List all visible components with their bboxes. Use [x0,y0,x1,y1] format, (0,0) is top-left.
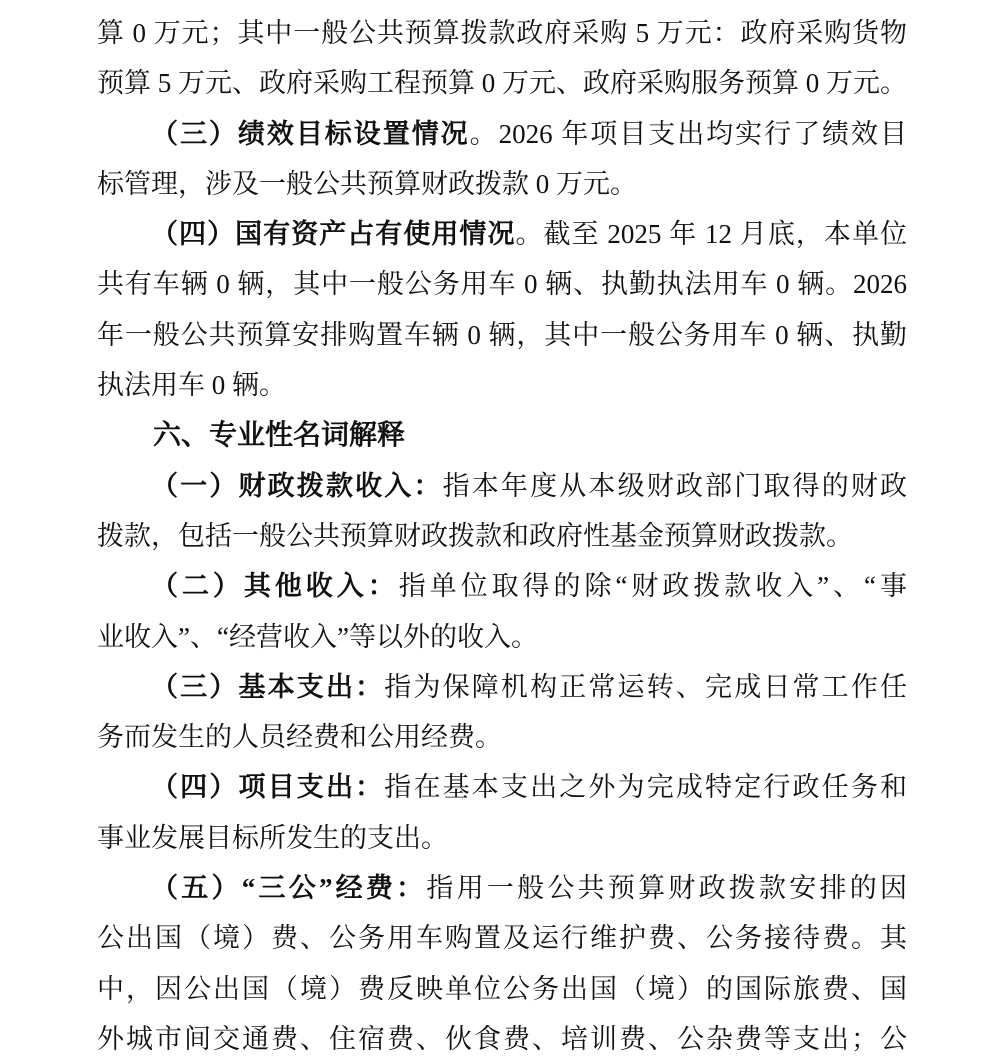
text-segment-bold: （三）基本支出： [151,671,385,702]
text-segment: 算 0 万元；其中一般公共预算拨款政府采购 5 万元：政府采购货物 [97,18,907,48]
text-segment: 指用一般公共预算财政拨款安排的因 [426,873,908,904]
text-segment-bold: （四）项目支出： [151,772,385,803]
text-segment: 年一般公共预算安排购置车辆 0 辆，其中一般公务用车 0 辆、执勤 [97,319,907,350]
text-line [97,612,907,662]
text-line [97,58,907,108]
text-segment: 事业发展目标所发生的支出。 [97,822,448,853]
text-segment: 。2026 年项目支出均实行了绩效目 [469,118,907,149]
text-line [97,461,907,511]
text-line [97,209,907,259]
text-segment-bold: （一）财政拨款收入： [151,470,443,501]
text-segment: 公出国（境）费、公务用车购置及运行维护费、公务接待费。其 [97,923,907,954]
text-line [97,561,907,611]
text-line [97,662,907,712]
text-segment: 指单位取得的除“财政拨款收入”、“事 [398,571,908,602]
text-segment: 共有车辆 0 辆，其中一般公务用车 0 辆、执勤执法用车 0 辆。2026 [97,269,907,300]
text-segment: 务而发生的人员经费和公用经费。 [97,722,502,753]
text-segment-bold: 六、专业性名词解释 [153,419,406,451]
text-segment: 外城市间交通费、住宿费、伙食费、培训费、公杂费等支出；公 [97,1023,907,1054]
text-line [97,310,907,360]
text-segment: 预算 5 万元、政府采购工程预算 0 万元、政府采购服务预算 0 万元。 [97,68,907,99]
text-segment-bold: （二）其他收入： [151,571,399,602]
text-segment: 标管理，涉及一般公共预算财政拨款 0 万元。 [97,168,637,199]
text-line [97,913,907,963]
section-heading [97,410,907,460]
text-line [97,511,907,561]
text-segment: 指本年度从本级财政部门取得的财政 [442,470,908,501]
text-line [97,712,907,762]
text-segment: 。截至 2025 年 12 月底，本单位 [515,219,907,250]
text-line [97,762,907,812]
text-segment-bold: （四）国有资产占有使用情况 [151,219,516,250]
text-line [97,964,907,1014]
text-segment: 拨款，包括一般公共预算财政拨款和政府性基金预算财政拨款。 [97,520,853,551]
text-line [97,8,907,58]
text-segment: 中，因公出国（境）费反映单位公务出国（境）的国际旅费、国 [97,973,907,1004]
text-line [97,863,907,913]
text-line [97,1014,907,1064]
text-segment: 指为保障机构正常运转、完成日常工作任 [384,671,908,702]
text-segment: 指在基本支出之外为完成特定行政任务和 [384,772,908,803]
text-line [97,159,907,209]
text-segment-bold: （三）绩效目标设置情况 [151,118,470,149]
text-segment: 业收入”、“经营收入”等以外的收入。 [97,621,538,652]
text-segment-bold: （五）“三公”经费： [151,873,427,904]
text-line [97,360,907,410]
text-segment: 执法用车 0 辆。 [97,370,286,401]
text-line [97,109,907,159]
text-line [97,813,907,863]
document-page [97,0,907,1064]
text-line [97,259,907,309]
